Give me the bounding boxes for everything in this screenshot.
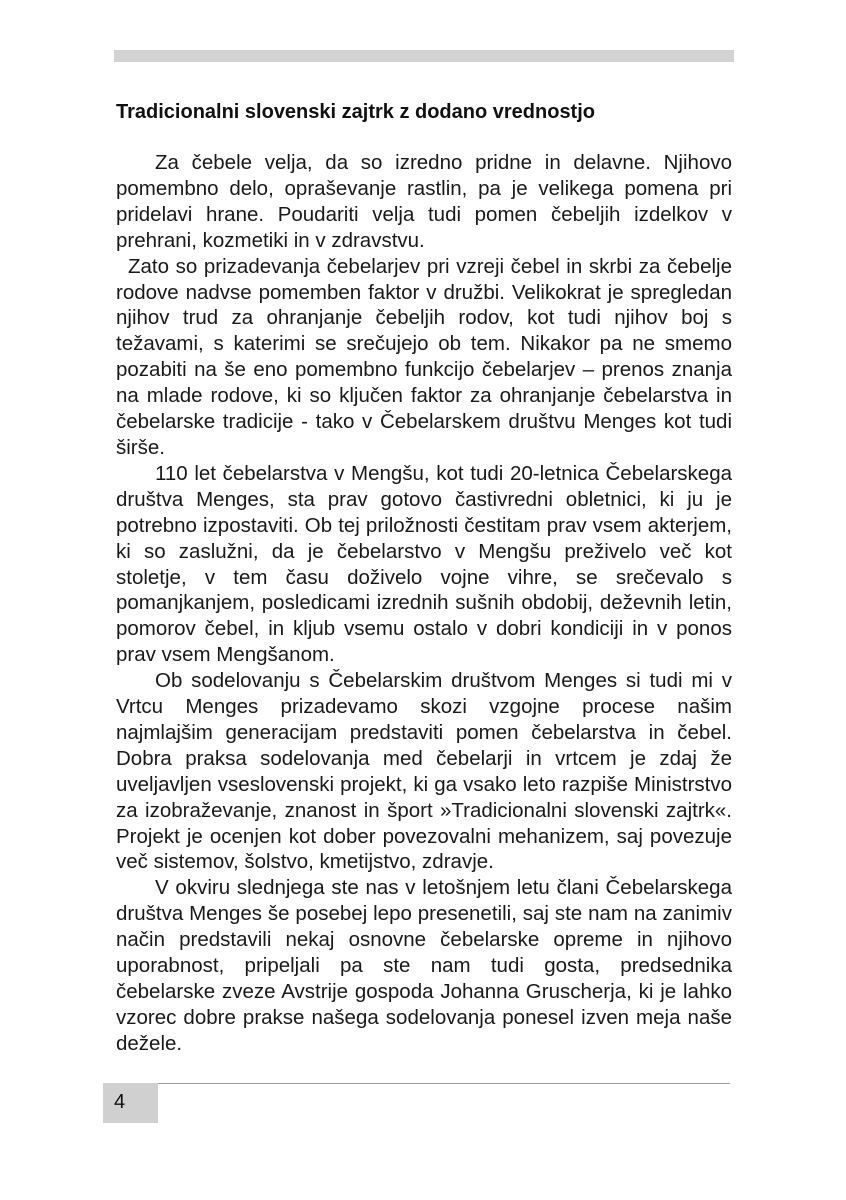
header-bar <box>114 50 734 62</box>
paragraph-4: Ob sodelovanju s Čebelarskim društvom Menges si tudi mi v Vrtcu Menges prizadevamo skozi vzgojne procese našim najmlajšim generacijam predstaviti pomen čebelarstva in čebel. Dobra praksa sodelovanja med čebelarji in vrtcem je zdaj že uveljavljen vseslovenski projekt, ki ga vsako leto razpiše Ministrstvo za izobraževanje, znanost in šport »Tradicionalni slovenski zajtrk«. Projekt je ocenjen kot dober povezovalni mehanizem, saj povezuje več sistemov, šolstvo, kmetijstvo, zdravje. <box>116 669 732 874</box>
article-title: Tradicionalni slovenski zajtrk z dodano vrednostjo <box>116 101 595 123</box>
paragraph-3: 110 let čebelarstva v Mengšu, kot tudi 20-letnica Čebelarskega društva Menges, sta prav gotovo častivredni obletnici, ki ju je potrebno izpostaviti. Ob tej priložnosti čestitam prav vsem akterjem, ki so zaslužni, da je čebelarstvo v Mengšu preživelo več kot stoletje, v tem času doživelo vojne vihre, se srečevalo s pomanjkanjem, posledicami izrednih sušnih obdobij, deževnih letin, pomorov čebel, in kljub vsemu ostalo v dobri kondiciji in v ponos prav vsem Mengšanom. <box>116 461 732 667</box>
article-body <box>116 150 732 1057</box>
page-number-box <box>103 1083 158 1123</box>
paragraph-2: Zato so prizadevanja čebelarjev pri vzreji čebel in skrbi za čebelje rodove nadvse pomemben faktor v družbi. Velikokrat je spregledan njihov trud za ohranjanje čebeljih rodov, kot tudi njihov boj s težavami, s katerimi se srečujejo ob tem. Nikakor pa ne smemo pozabiti na še eno pomembno funkcijo čebelarjev – prenos znanja na mlade rodove, ki so ključen faktor za ohranjanje čebelarstva in čebelarske tradicije - tako v Čebelarskem društvu Menges kot tudi širše. <box>116 254 732 459</box>
page-number: 4 <box>114 1091 126 1113</box>
footer-rule <box>158 1083 730 1084</box>
paragraph-5: V okviru slednjega ste nas v letošnjem letu člani Čebelarskega društva Menges še posebej lepo presenetili, saj ste nam na zanimiv način predstavili nekaj osnovne čebelarske opreme in njihovo uporabnost, pripeljali pa ste nam tudi gosta, predsednika čebelarske zveze Avstrije gospoda Johanna Gruscherja, ki je lahko vzorec dobre prakse našega sodelovanja ponesel izven meja naše dežele. <box>116 876 732 1055</box>
paragraph-1: Za čebele velja, da so izredno pridne in delavne. Njihovo pomembno delo, opraševanje rastlin, pa je velikega pomena pri pridelavi hrane. Poudariti velja tudi pomen čebeljih izdelkov v prehrani, kozmetiki in v zdravstvu. <box>116 151 732 252</box>
